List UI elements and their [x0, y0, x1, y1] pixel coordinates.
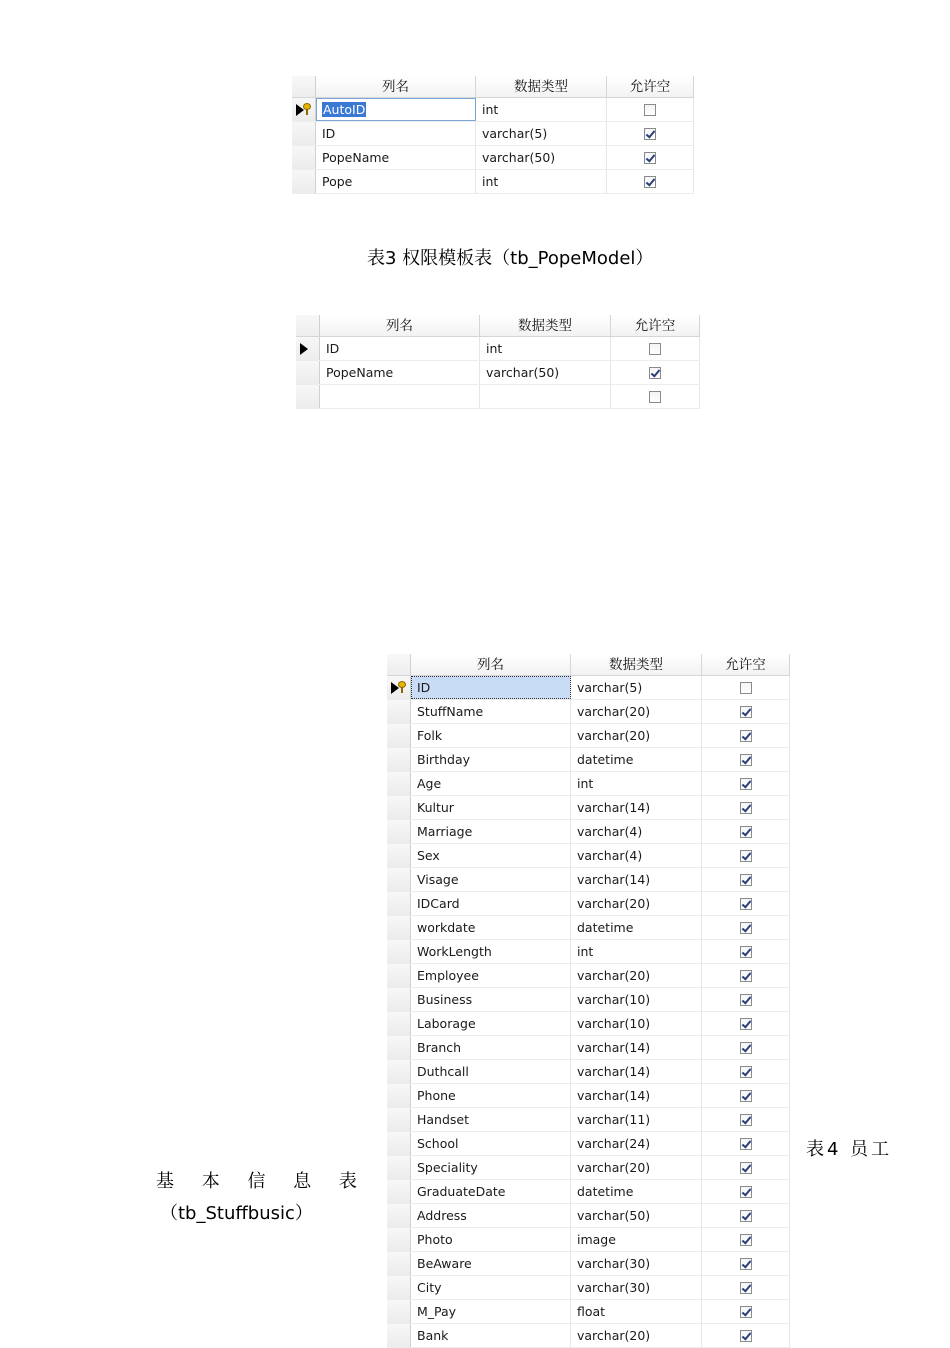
- table-row[interactable]: [387, 820, 790, 844]
- cell-data-type[interactable]: int: [476, 170, 607, 193]
- cell-column-name[interactable]: [411, 1204, 571, 1227]
- table-a-header: [292, 76, 694, 98]
- row-selector[interactable]: [296, 361, 320, 384]
- row-selector[interactable]: [387, 1204, 411, 1227]
- header-selector: [387, 654, 411, 675]
- row-selector[interactable]: [387, 1180, 411, 1203]
- checkbox-checked[interactable]: [740, 850, 752, 862]
- cell-data-type[interactable]: varchar(20): [571, 964, 702, 987]
- cell-column-name[interactable]: [320, 385, 480, 408]
- checkbox-checked[interactable]: [740, 706, 752, 718]
- header-allow-null: 允许空: [611, 315, 700, 336]
- row-selector[interactable]: [387, 820, 411, 843]
- caption-table-4-left: 基 本 信 息 表: [156, 1171, 357, 1192]
- cell-allow-null: [702, 1252, 790, 1275]
- cell-data-type[interactable]: int: [571, 940, 702, 963]
- table-row[interactable]: [292, 122, 694, 146]
- table-row[interactable]: [387, 748, 790, 772]
- table-a-body: [292, 98, 694, 194]
- caption-table-4-right: 表4 员工: [806, 1139, 893, 1160]
- row-selector[interactable]: [387, 844, 411, 867]
- cell-data-type[interactable]: varchar(50): [476, 146, 607, 169]
- cell-data-type[interactable]: datetime: [571, 916, 702, 939]
- table-row[interactable]: [387, 1084, 790, 1108]
- column-name-text: Birthday: [417, 752, 471, 767]
- cell-column-name[interactable]: [411, 1132, 571, 1155]
- row-selector[interactable]: [387, 796, 411, 819]
- checkbox-checked[interactable]: [740, 874, 752, 886]
- table-row[interactable]: [387, 1276, 790, 1300]
- header-data-type: 数据类型: [571, 654, 702, 675]
- checkbox-checked[interactable]: [644, 176, 656, 188]
- cell-allow-null: [702, 940, 790, 963]
- row-selector[interactable]: [387, 916, 411, 939]
- column-name-text: Handset: [417, 1112, 470, 1127]
- row-selector[interactable]: [387, 892, 411, 915]
- column-name-text: workdate: [417, 920, 476, 935]
- cell-allow-null: [702, 1156, 790, 1179]
- column-name-text: Branch: [417, 1040, 462, 1055]
- table-row[interactable]: [387, 916, 790, 940]
- checkbox-unchecked[interactable]: [740, 682, 752, 694]
- cell-column-name[interactable]: [411, 700, 571, 723]
- cell-column-name[interactable]: [411, 1180, 571, 1203]
- table-row[interactable]: [387, 1132, 790, 1156]
- cell-data-type[interactable]: varchar(20): [571, 1324, 702, 1347]
- checkbox-checked[interactable]: [740, 922, 752, 934]
- cell-allow-null: [702, 1012, 790, 1035]
- cell-allow-null: [702, 1204, 790, 1227]
- row-selector[interactable]: [387, 964, 411, 987]
- checkbox-checked[interactable]: [740, 1330, 752, 1342]
- row-selector[interactable]: [292, 146, 316, 169]
- cell-allow-null: [611, 361, 700, 384]
- checkbox-unchecked[interactable]: [644, 104, 656, 116]
- current-row-arrow-icon: [300, 343, 308, 355]
- cell-column-name[interactable]: [411, 796, 571, 819]
- cell-column-name[interactable]: [316, 146, 476, 169]
- cell-column-name[interactable]: [320, 337, 480, 360]
- primary-key-icon: [303, 103, 311, 115]
- row-selector[interactable]: [387, 1036, 411, 1059]
- checkbox-checked[interactable]: [740, 970, 752, 982]
- cell-column-name[interactable]: [320, 361, 480, 384]
- table-row[interactable]: [387, 1252, 790, 1276]
- checkbox-checked[interactable]: [740, 1258, 752, 1270]
- table-row[interactable]: [387, 700, 790, 724]
- column-name-text: Visage: [417, 872, 459, 887]
- row-selector[interactable]: [387, 1060, 411, 1083]
- row-selector[interactable]: [387, 988, 411, 1011]
- cell-column-name[interactable]: [411, 1300, 571, 1323]
- column-name-text: City: [417, 1280, 442, 1295]
- cell-data-type[interactable]: varchar(20): [571, 892, 702, 915]
- table-row[interactable]: [296, 361, 700, 385]
- cell-data-type[interactable]: varchar(5): [571, 676, 702, 699]
- column-name-text: Kultur: [417, 800, 454, 815]
- cell-column-name[interactable]: [316, 170, 476, 193]
- header-selector: [292, 76, 316, 97]
- checkbox-checked[interactable]: [740, 946, 752, 958]
- row-selector[interactable]: [387, 1156, 411, 1179]
- cell-data-type[interactable]: varchar(30): [571, 1252, 702, 1275]
- cell-allow-null: [702, 964, 790, 987]
- column-name-text: ID: [417, 680, 431, 695]
- cell-column-name[interactable]: [411, 1012, 571, 1035]
- cell-column-name[interactable]: [411, 1228, 571, 1251]
- cell-column-name[interactable]: [411, 988, 571, 1011]
- cell-column-name[interactable]: [411, 892, 571, 915]
- column-name-text: Address: [417, 1208, 467, 1223]
- cell-allow-null: [702, 868, 790, 891]
- cell-column-name[interactable]: [411, 1156, 571, 1179]
- cell-allow-null: [702, 1228, 790, 1251]
- row-selector[interactable]: [387, 724, 411, 747]
- table-b: [296, 315, 700, 409]
- column-name-text: PopeName: [326, 365, 394, 380]
- column-name-text: Bank: [417, 1328, 449, 1343]
- cell-allow-null: [702, 1276, 790, 1299]
- cell-allow-null: [702, 892, 790, 915]
- table-row[interactable]: [296, 385, 700, 409]
- row-selector[interactable]: [387, 1252, 411, 1275]
- header-allow-null: 允许空: [607, 76, 694, 97]
- cell-data-type[interactable]: datetime: [571, 748, 702, 771]
- row-selector[interactable]: [387, 1084, 411, 1107]
- table-row[interactable]: [387, 1156, 790, 1180]
- checkbox-checked[interactable]: [644, 152, 656, 164]
- checkbox-checked[interactable]: [740, 1090, 752, 1102]
- checkbox-unchecked[interactable]: [649, 343, 661, 355]
- cell-allow-null: [702, 676, 790, 699]
- table-row[interactable]: [387, 1108, 790, 1132]
- column-name-text: Photo: [417, 1232, 453, 1247]
- cell-data-type[interactable]: varchar(24): [571, 1132, 702, 1155]
- table-row[interactable]: [387, 1204, 790, 1228]
- checkbox-checked[interactable]: [740, 826, 752, 838]
- header-selector: [296, 315, 320, 336]
- cell-data-type[interactable]: int: [476, 98, 607, 121]
- table-row[interactable]: [387, 1180, 790, 1204]
- cell-data-type[interactable]: varchar(14): [571, 796, 702, 819]
- row-selector[interactable]: [387, 1300, 411, 1323]
- cell-allow-null: [702, 1060, 790, 1083]
- cell-data-type[interactable]: varchar(11): [571, 1108, 702, 1131]
- row-selector[interactable]: [387, 1132, 411, 1155]
- cell-data-type[interactable]: varchar(14): [571, 1060, 702, 1083]
- header-allow-null: 允许空: [702, 654, 790, 675]
- table-row[interactable]: [387, 1300, 790, 1324]
- cell-column-name[interactable]: [411, 844, 571, 867]
- checkbox-checked[interactable]: [740, 1114, 752, 1126]
- cell-column-name[interactable]: [411, 676, 571, 699]
- row-selector[interactable]: [296, 337, 320, 360]
- row-selector[interactable]: [387, 1276, 411, 1299]
- column-name-text: Speciality: [417, 1160, 478, 1175]
- cell-data-type[interactable]: varchar(4): [571, 844, 702, 867]
- cell-allow-null: [702, 820, 790, 843]
- cell-allow-null: [607, 98, 694, 121]
- cell-data-type[interactable]: int: [571, 772, 702, 795]
- table-row[interactable]: [387, 892, 790, 916]
- row-selector[interactable]: [387, 1108, 411, 1131]
- cell-column-name[interactable]: [411, 772, 571, 795]
- cell-data-type[interactable]: [480, 385, 611, 408]
- cell-allow-null: [702, 1084, 790, 1107]
- cell-allow-null: [702, 748, 790, 771]
- checkbox-checked[interactable]: [644, 128, 656, 140]
- row-selector[interactable]: [387, 772, 411, 795]
- table-row[interactable]: [387, 844, 790, 868]
- table-row[interactable]: [387, 940, 790, 964]
- caption-table-4-sub: （tb_Stuffbusic）: [160, 1203, 313, 1224]
- checkbox-checked[interactable]: [740, 730, 752, 742]
- row-selector[interactable]: [387, 676, 411, 699]
- table-row[interactable]: [387, 724, 790, 748]
- row-selector[interactable]: [387, 868, 411, 891]
- checkbox-checked[interactable]: [740, 1162, 752, 1174]
- cell-column-name[interactable]: [411, 1108, 571, 1131]
- column-name-text: GraduateDate: [417, 1184, 506, 1199]
- cell-column-name[interactable]: [411, 964, 571, 987]
- table-c: [387, 654, 790, 1348]
- cell-data-type[interactable]: varchar(50): [480, 361, 611, 384]
- cell-data-type[interactable]: int: [480, 337, 611, 360]
- row-selector[interactable]: [387, 940, 411, 963]
- column-name-text: PopeName: [322, 150, 390, 165]
- cell-column-name[interactable]: [411, 820, 571, 843]
- checkbox-checked[interactable]: [740, 994, 752, 1006]
- checkbox-checked[interactable]: [740, 802, 752, 814]
- checkbox-checked[interactable]: [740, 1186, 752, 1198]
- cell-column-name[interactable]: [411, 748, 571, 771]
- cell-column-name[interactable]: [411, 916, 571, 939]
- cell-allow-null: [607, 122, 694, 145]
- cell-allow-null: [702, 916, 790, 939]
- checkbox-unchecked[interactable]: [649, 391, 661, 403]
- cell-data-type[interactable]: varchar(20): [571, 724, 702, 747]
- cell-allow-null: [702, 1036, 790, 1059]
- cell-column-name[interactable]: [411, 868, 571, 891]
- row-selector[interactable]: [387, 1228, 411, 1251]
- column-name-text: BeAware: [417, 1256, 472, 1271]
- column-name-text: Laborage: [417, 1016, 476, 1031]
- column-name-text: Pope: [322, 174, 353, 189]
- cell-allow-null: [702, 772, 790, 795]
- cell-column-name[interactable]: [411, 1036, 571, 1059]
- column-name-text: Age: [417, 776, 442, 791]
- cell-data-type[interactable]: varchar(5): [476, 122, 607, 145]
- row-selector[interactable]: [292, 122, 316, 145]
- table-row[interactable]: [387, 1228, 790, 1252]
- column-name-text: Sex: [417, 848, 440, 863]
- column-name-text: M_Pay: [417, 1304, 457, 1319]
- column-name-text: Marriage: [417, 824, 473, 839]
- table-row[interactable]: [387, 676, 790, 700]
- table-row[interactable]: [387, 964, 790, 988]
- cell-data-type[interactable]: varchar(10): [571, 1012, 702, 1035]
- column-name-text: Phone: [417, 1088, 456, 1103]
- cell-column-name[interactable]: [411, 940, 571, 963]
- checkbox-checked[interactable]: [649, 367, 661, 379]
- checkbox-checked[interactable]: [740, 1282, 752, 1294]
- cell-column-name[interactable]: [316, 122, 476, 145]
- caption-table-3: 表3 权限模板表（tb_PopeModel）: [367, 248, 654, 269]
- table-row[interactable]: [387, 868, 790, 892]
- cell-column-name[interactable]: [411, 1276, 571, 1299]
- row-selector[interactable]: [387, 748, 411, 771]
- table-c-body: [387, 676, 790, 1348]
- cell-allow-null: [611, 385, 700, 408]
- checkbox-checked[interactable]: [740, 754, 752, 766]
- column-name-text: AutoID: [323, 102, 366, 117]
- cell-data-type[interactable]: datetime: [571, 1180, 702, 1203]
- cell-data-type[interactable]: varchar(14): [571, 868, 702, 891]
- cell-data-type[interactable]: varchar(4): [571, 820, 702, 843]
- cell-allow-null: [702, 700, 790, 723]
- checkbox-checked[interactable]: [740, 1138, 752, 1150]
- table-row[interactable]: [292, 146, 694, 170]
- column-name-text: ID: [326, 341, 340, 356]
- cell-data-type[interactable]: varchar(10): [571, 988, 702, 1011]
- cell-column-name[interactable]: [411, 1084, 571, 1107]
- header-data-type: 数据类型: [480, 315, 611, 336]
- checkbox-checked[interactable]: [740, 1234, 752, 1246]
- table-b-header: [296, 315, 700, 337]
- row-selector[interactable]: [387, 700, 411, 723]
- checkbox-checked[interactable]: [740, 1042, 752, 1054]
- table-b-body: [296, 337, 700, 409]
- header-col-name: 列名: [320, 315, 480, 336]
- row-selector[interactable]: [387, 1012, 411, 1035]
- table-row[interactable]: [292, 98, 694, 122]
- column-name-text: IDCard: [417, 896, 460, 911]
- checkbox-checked[interactable]: [740, 1018, 752, 1030]
- cell-data-type[interactable]: varchar(30): [571, 1276, 702, 1299]
- row-selector[interactable]: [292, 98, 316, 121]
- table-row[interactable]: [387, 796, 790, 820]
- column-name-text: Employee: [417, 968, 479, 983]
- checkbox-checked[interactable]: [740, 778, 752, 790]
- column-name-text: Business: [417, 992, 473, 1007]
- column-name-text: StuffName: [417, 704, 484, 719]
- table-row[interactable]: [387, 1012, 790, 1036]
- cell-column-name[interactable]: [411, 1060, 571, 1083]
- column-name-text: Duthcall: [417, 1064, 469, 1079]
- header-col-name: 列名: [411, 654, 571, 675]
- cell-allow-null: [702, 796, 790, 819]
- header-data-type: 数据类型: [476, 76, 607, 97]
- cell-data-type[interactable]: varchar(14): [571, 1084, 702, 1107]
- cell-allow-null: [607, 146, 694, 169]
- cell-column-name[interactable]: [316, 98, 476, 121]
- cell-allow-null: [702, 1180, 790, 1203]
- checkbox-checked[interactable]: [740, 1066, 752, 1078]
- column-name-text: Folk: [417, 728, 443, 743]
- table-row[interactable]: [387, 1324, 790, 1348]
- cell-allow-null: [702, 724, 790, 747]
- cell-allow-null: [702, 844, 790, 867]
- table-row[interactable]: [387, 772, 790, 796]
- table-row[interactable]: [296, 337, 700, 361]
- table-row[interactable]: [387, 1036, 790, 1060]
- column-name-text: WorkLength: [417, 944, 492, 959]
- cell-allow-null: [607, 170, 694, 193]
- cell-allow-null: [702, 988, 790, 1011]
- row-selector[interactable]: [296, 385, 320, 408]
- checkbox-checked[interactable]: [740, 898, 752, 910]
- cell-data-type[interactable]: varchar(20): [571, 1156, 702, 1179]
- table-row[interactable]: [387, 1060, 790, 1084]
- table-row[interactable]: [387, 988, 790, 1012]
- cell-data-type[interactable]: image: [571, 1228, 702, 1251]
- cell-allow-null: [702, 1108, 790, 1131]
- checkbox-checked[interactable]: [740, 1306, 752, 1318]
- row-selector[interactable]: [292, 170, 316, 193]
- cell-column-name[interactable]: [411, 724, 571, 747]
- primary-key-icon: [398, 681, 406, 693]
- cell-allow-null: [611, 337, 700, 360]
- cell-allow-null: [702, 1132, 790, 1155]
- cell-data-type[interactable]: varchar(50): [571, 1204, 702, 1227]
- cell-data-type[interactable]: varchar(20): [571, 700, 702, 723]
- table-c-header: [387, 654, 790, 676]
- column-name-text: ID: [322, 126, 336, 141]
- header-col-name: 列名: [316, 76, 476, 97]
- cell-data-type[interactable]: float: [571, 1300, 702, 1323]
- cell-data-type[interactable]: varchar(14): [571, 1036, 702, 1059]
- table-row[interactable]: [292, 170, 694, 194]
- table-a: [292, 76, 694, 194]
- cell-allow-null: [702, 1300, 790, 1323]
- checkbox-checked[interactable]: [740, 1210, 752, 1222]
- column-name-text: School: [417, 1136, 459, 1151]
- cell-column-name[interactable]: [411, 1252, 571, 1275]
